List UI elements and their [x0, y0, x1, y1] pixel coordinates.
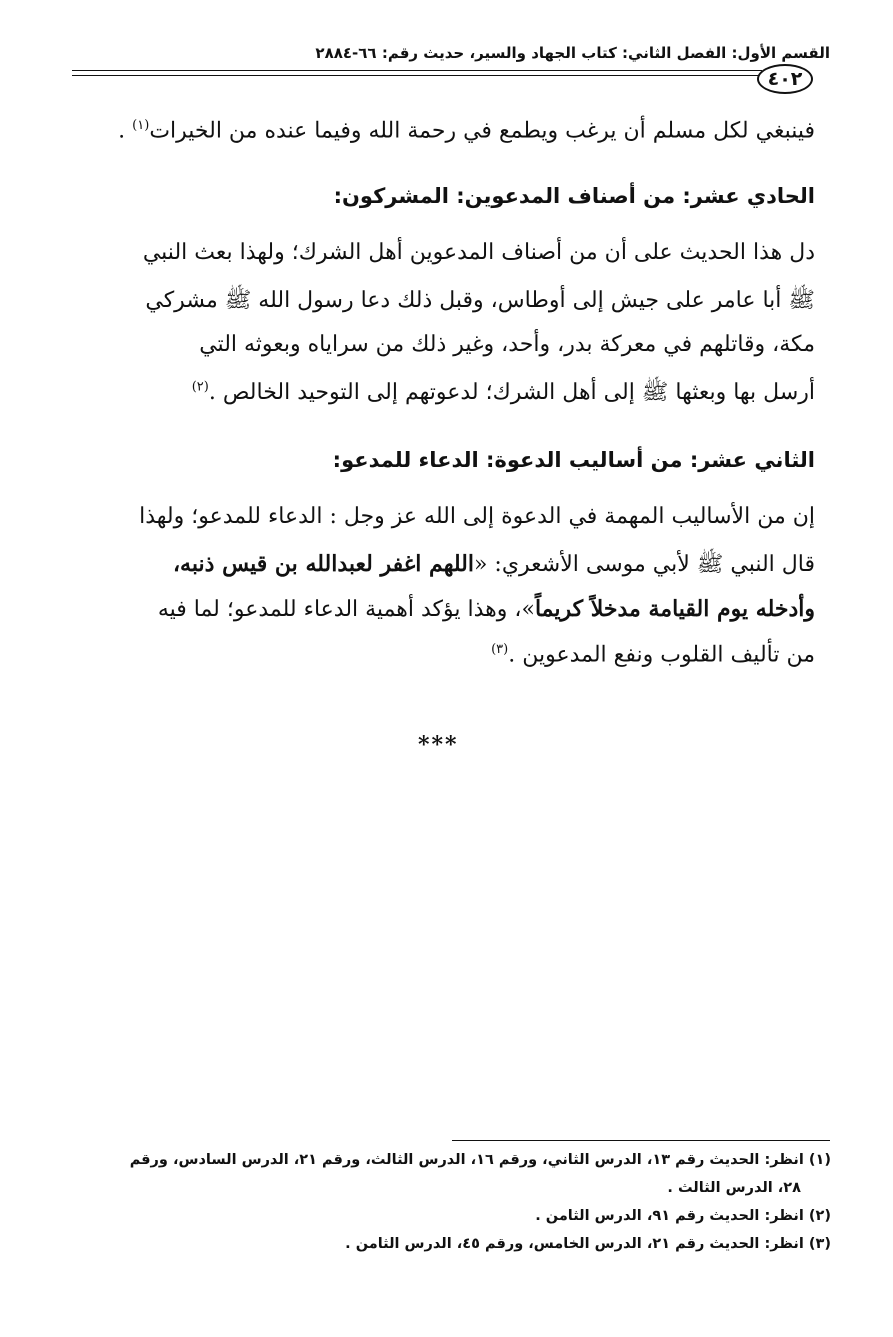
footnote-ref-3: (٣) — [491, 642, 509, 657]
footnote-3 — [345, 1236, 831, 1252]
footnote-2-num: (٢) — [808, 1208, 831, 1224]
section-separator: *** — [418, 732, 459, 758]
section-11-line-4: أرسل بها وبعثها ﷺ إلى أهل الشرك؛ لدعوتهم إلى التوحيد الخالص . — [208, 380, 815, 405]
intro-text: فينبغي لكل مسلم أن يرغب ويطمع في رحمة الله وفيما عنده من الخيرات — [149, 118, 815, 144]
footnote-ref-2: (٢) — [191, 379, 209, 395]
footnote-rule — [452, 1140, 830, 1141]
section-11-line-3: مكة، وقاتلهم في معركة بدر، وأحد، وغير ذلك من سراياه وبعوثه التي — [199, 332, 815, 357]
section-12-line-3-plain: »، وهذا يؤكد أهمية الدعاء للمدعو؛ لما فيه — [157, 597, 535, 622]
section-11-line-2: ﷺ أبا عامر على جيش إلى أوطاس، وقبل ذلك دعا رسول الله ﷺ مشركي — [145, 288, 815, 313]
section-12-line-2 — [173, 550, 815, 582]
section-11-heading: الحادي عشر: من أصناف المدعوين: المشركون: — [333, 184, 815, 208]
header-rule-bottom — [72, 75, 762, 76]
footnote-1 — [130, 1152, 831, 1168]
footnote-2 — [535, 1208, 831, 1224]
header-rule-top — [72, 70, 762, 71]
hadith-quote-part-1: اللهم اغفر لعبدالله بن قيس ذنبه، — [172, 551, 474, 577]
footnote-ref-1: (١) — [132, 118, 150, 133]
section-12-line-2-plain: قال النبي ﷺ لأبي موسى الأشعري: « — [473, 552, 815, 577]
section-12-line-1: إن من الأساليب المهمة في الدعوة إلى الله عز وجل : الدعاء للمدعو؛ ولهذا — [139, 504, 815, 529]
footnote-2-text: انظر: الحديث رقم ٩١، الدرس الثامن . — [535, 1208, 804, 1224]
footnote-1-text: انظر: الحديث رقم ١٣، الدرس الثاني، ورقم ١٦، الدرس الثالث، ورقم ٢١، الدرس السادس، ورقم — [129, 1152, 804, 1168]
intro-line — [118, 118, 815, 143]
section-12-heading: الثاني عشر: من أساليب الدعوة: الدعاء للمدعو: — [332, 448, 815, 472]
section-11-line-1: دل هذا الحديث على أن من أصناف المدعوين أهل الشرك؛ ولهذا بعث النبي — [142, 240, 815, 265]
section-12-line-4-wrap — [491, 642, 815, 667]
section-12-line-4: من تأليف القلوب ونفع المدعوين . — [508, 642, 815, 668]
section-12-line-3 — [158, 596, 815, 622]
page-number: ٤٠٢ — [757, 64, 813, 94]
footnote-3-num: (٣) — [808, 1236, 831, 1252]
footnote-1-continued: ٢٨، الدرس الثالث . — [667, 1180, 801, 1196]
intro-end: . — [118, 118, 133, 144]
section-11-line-4-wrap — [192, 378, 815, 410]
running-header: القسم الأول: الفصل الثاني: كتاب الجهاد والسير، حديث رقم: ٦٦-٢٨٨٤ — [315, 44, 830, 62]
hadith-quote-part-2: وأدخله يوم القيامة مدخلاً كريماً — [534, 596, 815, 622]
footnote-3-text: انظر: الحديث رقم ٢١، الدرس الخامس، ورقم ٤٥، الدرس الثامن . — [345, 1236, 804, 1252]
footnote-1-num: (١) — [808, 1152, 831, 1168]
